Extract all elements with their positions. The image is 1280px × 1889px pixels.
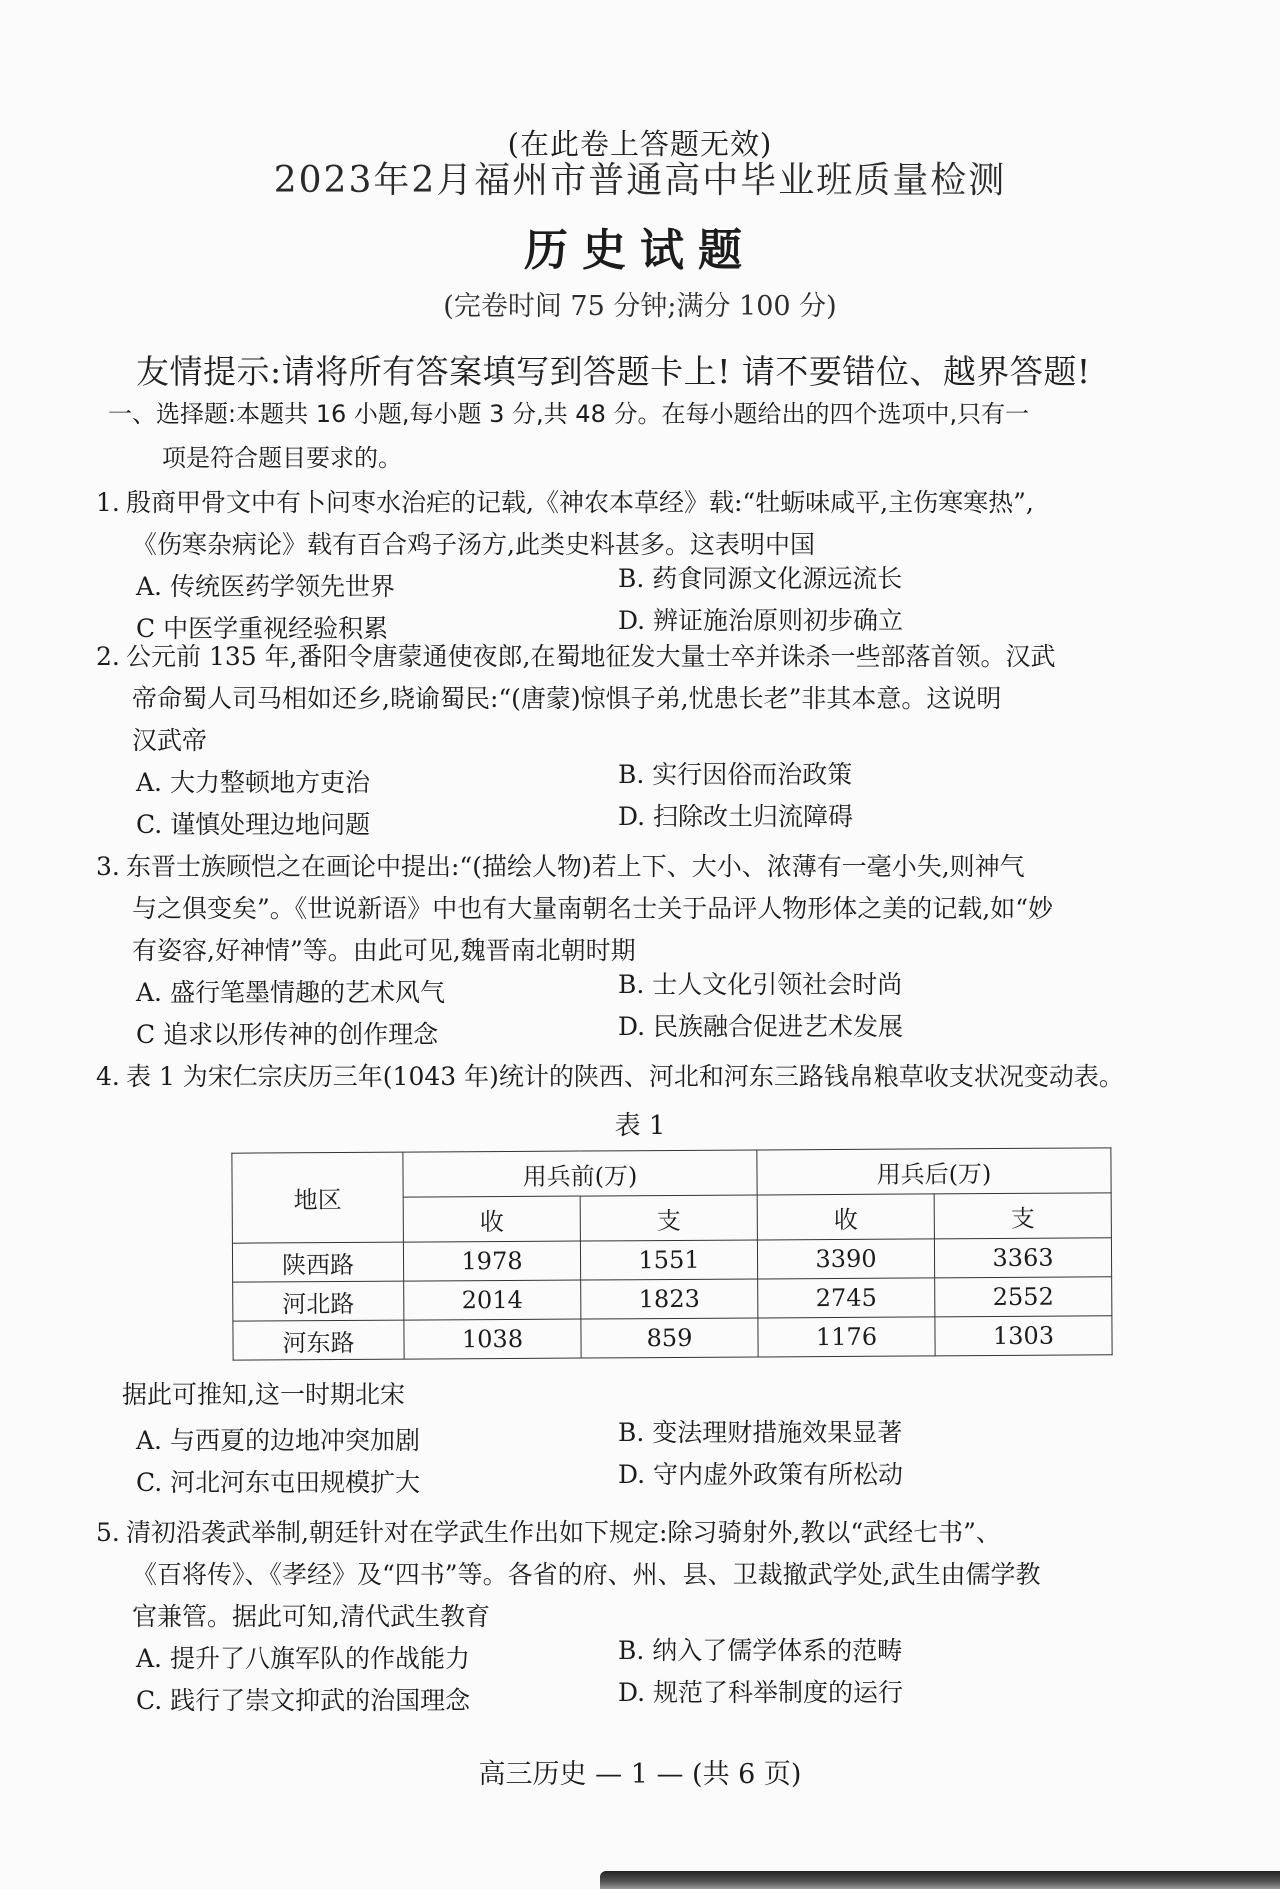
question-4 (96, 1056, 1206, 1098)
question-stem-line: 表 1 为宋仁宗庆历三年(1043 年)统计的陕西、河北和河东三路钱帛粮草收支状况变动表。 (126, 1062, 1124, 1091)
cell-before-expense: 1823 (581, 1279, 758, 1319)
question-1 (96, 482, 1206, 650)
cell-region: 陕西路 (232, 1242, 403, 1282)
table-row (233, 1316, 1112, 1360)
option-d: D. 规范了科举制度的运行 (618, 1678, 904, 1707)
table-caption: 表 1 (614, 1111, 666, 1141)
option-d: D. 民族融合促进艺术发展 (618, 1012, 904, 1041)
time-score-note: (完卷时间 75 分钟;满分 100 分) (443, 291, 837, 322)
cell-region: 河北路 (233, 1281, 404, 1321)
cell-after-income: 2745 (758, 1278, 935, 1318)
option-b: B. 药食同源文化源远流长 (618, 564, 903, 593)
option-c: C 追求以形传神的创作理念 (136, 1020, 439, 1049)
question-stem-line: 《伤寒杂病论》载有百合鸡子汤方,此类史料甚多。这表明中国 (132, 530, 815, 559)
question-3 (96, 846, 1206, 1056)
question-stem-line: 《百将传》、《孝经》及“四书”等。各省的府、州、县、卫裁撤武学处,武生由儒学教 (132, 1560, 1041, 1589)
option-b: B. 纳入了儒学体系的范畴 (618, 1636, 903, 1665)
option-a: A. 盛行笔墨情趣的艺术风气 (136, 978, 445, 1007)
option-c: C 中医学重视经验积累 (136, 614, 389, 643)
table-row (232, 1238, 1111, 1282)
cell-before-income: 1978 (403, 1241, 580, 1281)
header-after-expense: 支 (934, 1193, 1111, 1239)
question-stem-line: 据此可推知,这一时期北宋 (122, 1380, 405, 1409)
section-line-1: 一、选择题:本题共 16 小题,每小题 3 分,共 48 分。在每小题给出的四个选项中,只有一 (108, 400, 1030, 428)
question-2 (96, 636, 1206, 846)
cell-after-expense: 2552 (935, 1277, 1112, 1317)
subject-title: 历史试题 (524, 225, 756, 276)
options (136, 762, 1206, 846)
friendly-tip: 友情提示:请将所有答案填写到答题卡上! 请不要错位、越界答题! (136, 352, 1091, 391)
question-number: 1. (96, 488, 120, 517)
option-a: A. 提升了八旗军队的作战能力 (136, 1644, 470, 1673)
scan-shadow (600, 1871, 1280, 1889)
revenue-table (231, 1147, 1112, 1360)
cell-after-income: 3390 (757, 1239, 934, 1279)
question-stem-line: 与之俱变矣”。《世说新语》中也有大量南朝名士关于品评人物形体之美的记载,如“妙 (132, 894, 1054, 923)
question-5 (96, 1512, 1206, 1722)
option-b: B. 实行因俗而治政策 (618, 760, 853, 789)
option-c: C. 河北河东屯田规模扩大 (136, 1468, 421, 1497)
exam-title: 2023年2月福州市普通高中毕业班质量检测 (273, 160, 1007, 201)
header-before-expense: 支 (580, 1195, 757, 1241)
question-4-continuation (96, 1374, 1206, 1504)
option-c: C. 谨慎处理边地问题 (136, 810, 371, 839)
option-c: C. 践行了崇文抑武的治国理念 (136, 1686, 471, 1715)
question-stem-line: 有姿容,好神情”等。由此可见,魏晋南北朝时期 (132, 936, 636, 965)
option-a: A. 传统医药学领先世界 (136, 572, 395, 601)
cell-before-expense: 859 (581, 1318, 758, 1358)
options (136, 1420, 1206, 1504)
header-after: 用兵后(万) (757, 1148, 1111, 1195)
option-b: B. 士人文化引领社会时尚 (618, 970, 903, 999)
option-a: A. 大力整顿地方吏治 (136, 768, 370, 797)
question-stem-line: 帝命蜀人司马相如还乡,晓谕蜀民:“(唐蒙)惊惧子弟,忧患长老”非其本意。这说明 (132, 684, 1002, 713)
section-line-2: 项是符合题目要求的。 (162, 444, 402, 472)
question-stem-line: 汉武帝 (132, 726, 208, 755)
cell-before-income: 1038 (404, 1319, 581, 1359)
header-before-income: 收 (403, 1196, 580, 1242)
question-stem-line: 公元前 135 年,番阳令唐蒙通使夜郎,在蜀地征发大量士卒并诛杀一些部落首领。汉武 (126, 642, 1056, 671)
cell-after-income: 1176 (758, 1317, 935, 1357)
option-d: D. 扫除改土归流障碍 (618, 802, 854, 831)
option-d: D. 守内虚外政策有所松动 (618, 1460, 904, 1489)
option-a: A. 与西夏的边地冲突加剧 (136, 1426, 420, 1455)
header-before: 用兵前(万) (403, 1150, 757, 1197)
question-number: 3. (96, 852, 120, 881)
question-number: 4. (96, 1062, 120, 1091)
option-b: B. 变法理财措施效果显著 (618, 1418, 903, 1447)
cell-before-income: 2014 (404, 1280, 581, 1320)
question-stem-line: 官兼管。据此可知,清代武生教育 (132, 1602, 490, 1631)
question-stem-line: 殷商甲骨文中有卜问枣水治疟的记载,《神农本草经》载:“牡蛎味咸平,主伤寒寒热”, (126, 488, 1034, 517)
cell-after-expense: 1303 (935, 1316, 1112, 1356)
cell-after-expense: 3363 (934, 1238, 1111, 1278)
page-footer: 高三历史 — 1 — (共 6 页) (478, 1759, 802, 1790)
options (136, 1638, 1206, 1722)
question-number: 2. (96, 642, 120, 671)
header-region: 地区 (232, 1152, 404, 1243)
section-instructions (108, 392, 1188, 480)
invalid-answer-notice: (在此卷上答题无效) (507, 127, 773, 161)
options (136, 972, 1206, 1056)
cell-region: 河东路 (233, 1320, 404, 1360)
cell-before-expense: 1551 (580, 1240, 757, 1280)
question-number: 5. (96, 1518, 120, 1547)
question-stem-line: 东晋士族顾恺之在画论中提出:“(描绘人物)若上下、大小、浓薄有一毫小失,则神气 (126, 852, 1025, 881)
table-row (233, 1277, 1112, 1321)
option-d: D. 辨证施治原则初步确立 (618, 606, 904, 635)
question-stem-line: 清初沿袭武举制,朝廷针对在学武生作出如下规定:除习骑射外,教以“武经七书”、 (126, 1518, 1001, 1547)
header-after-income: 收 (757, 1194, 934, 1240)
